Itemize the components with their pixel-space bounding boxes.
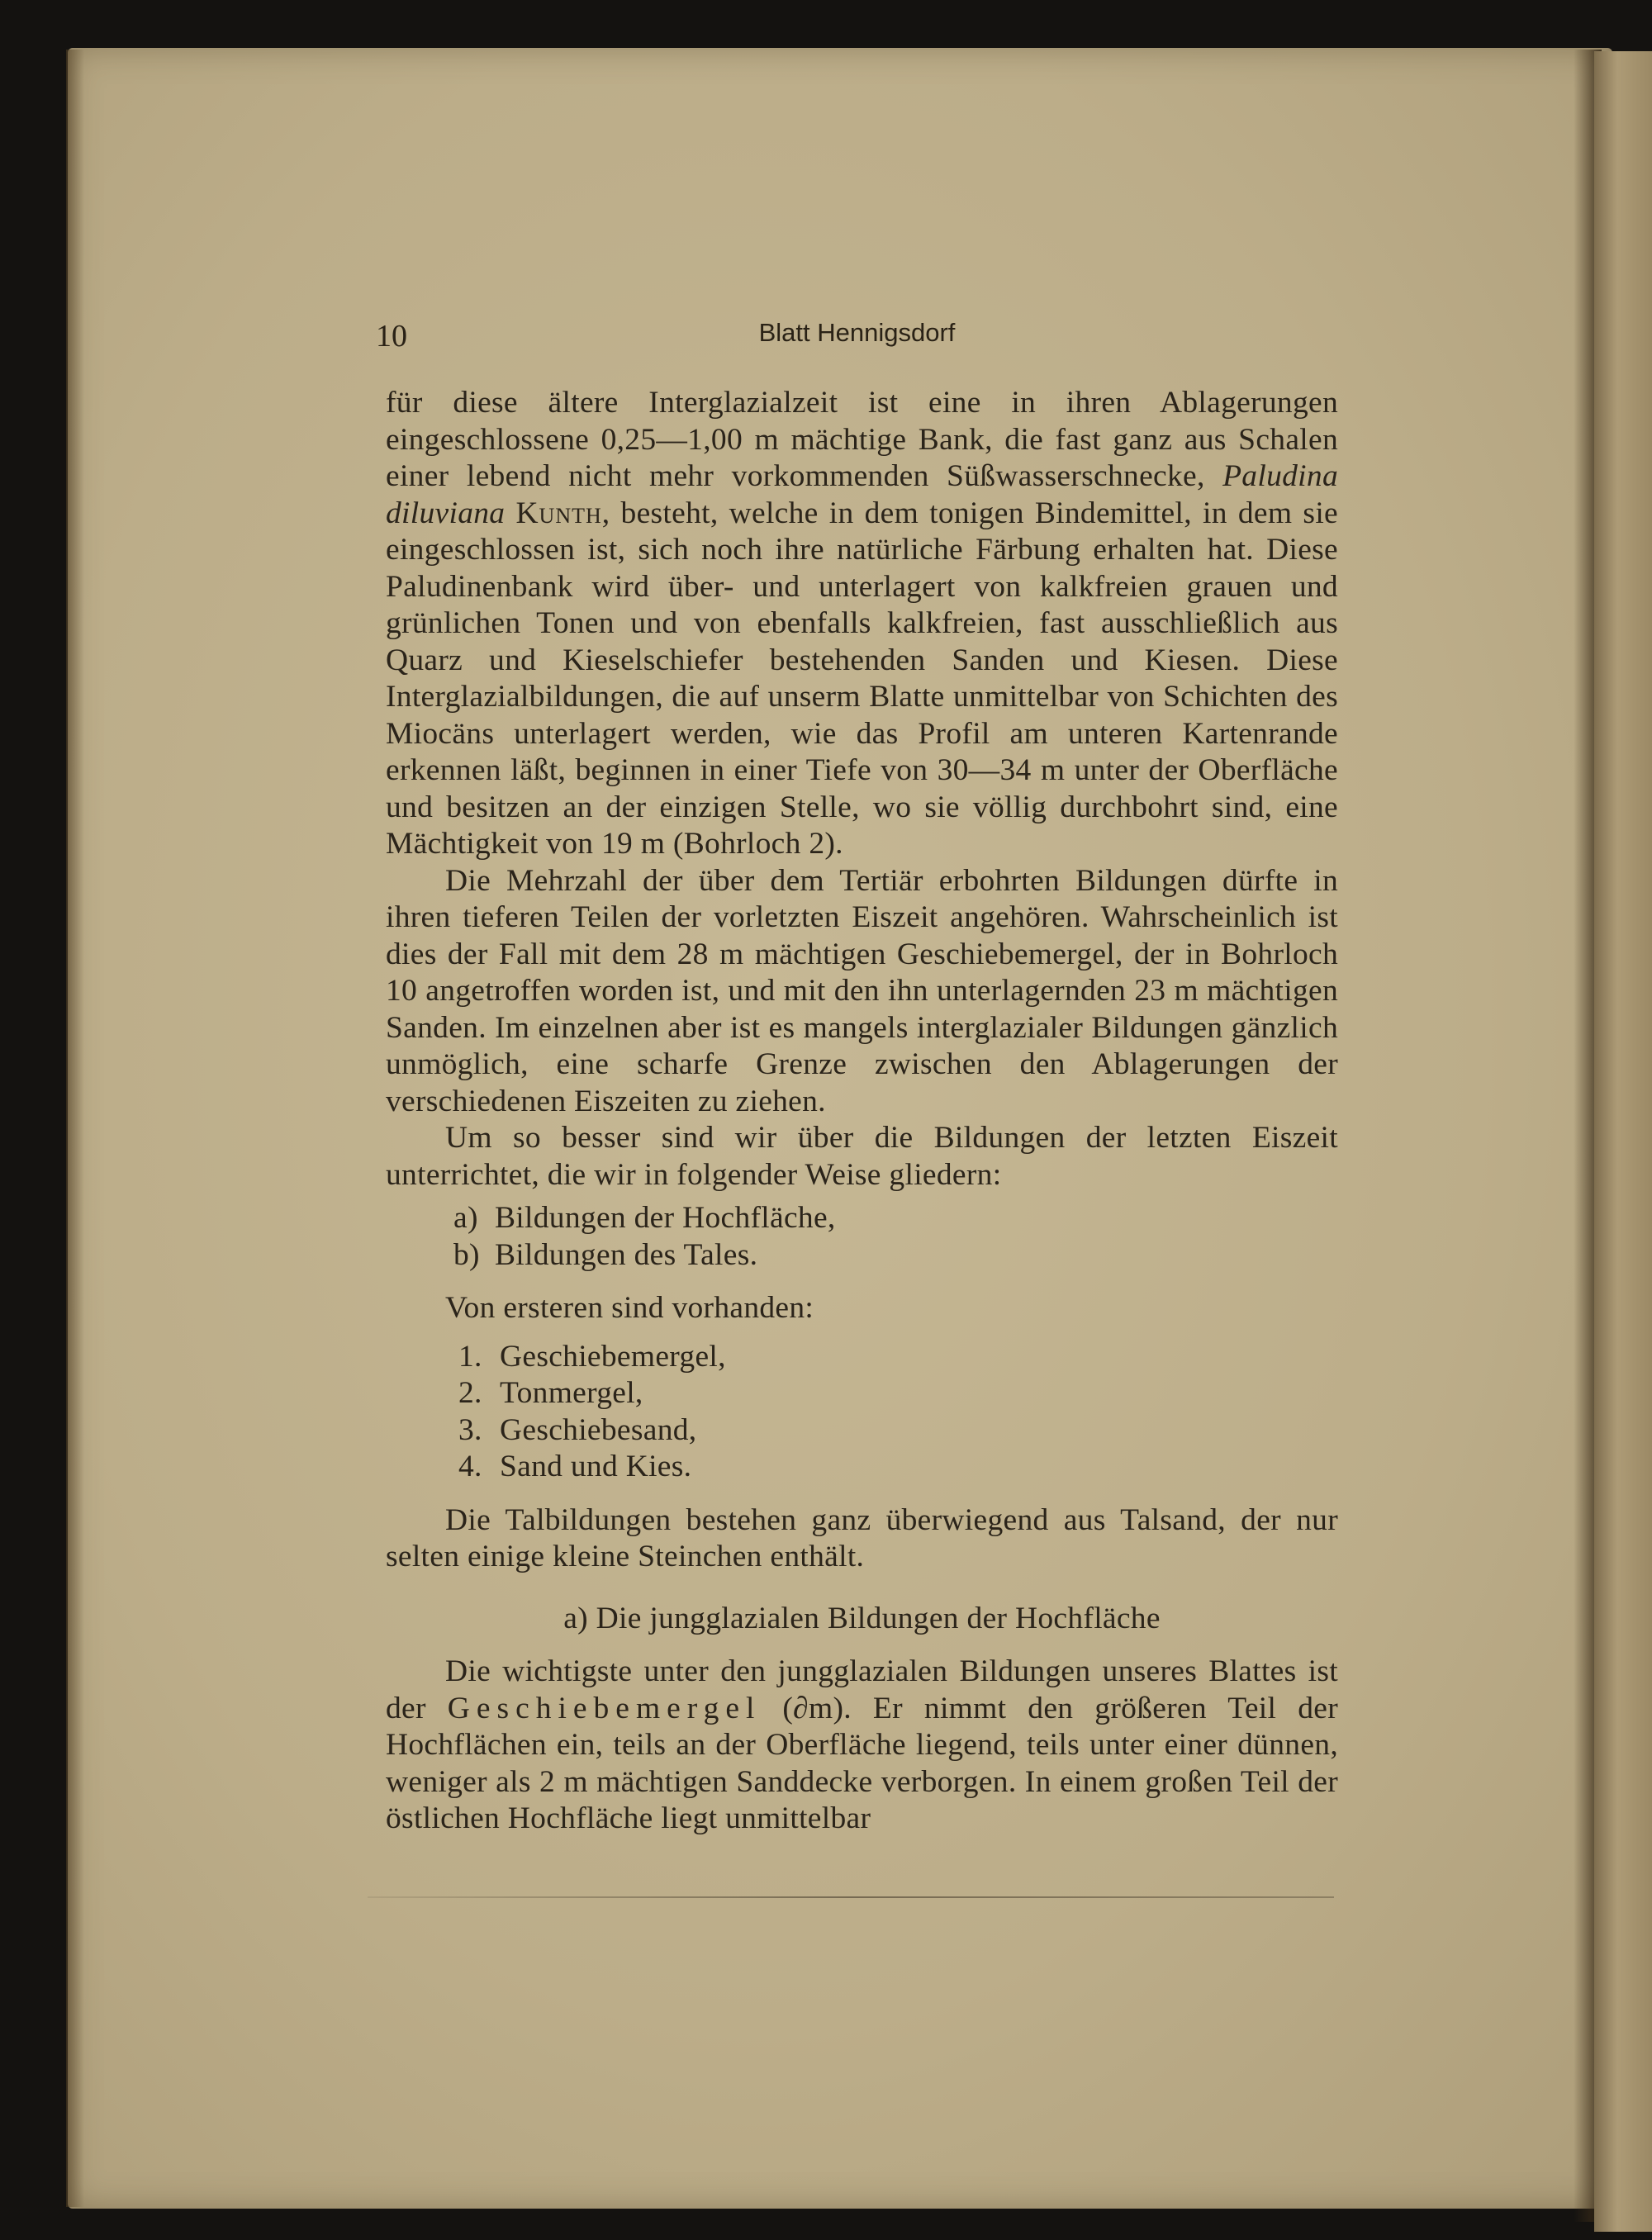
paragraph-6-part-1: Die wichtigste unter den jungglazialen Bildungen unseres Blattes ist der	[386, 1654, 1338, 1725]
highland-formations-list	[386, 1339, 1338, 1486]
paragraph-2: Die Mehrzahl der über dem Tertiär erbohrten Bildungen dürfte in ihren tieferen Teilen der vorletzten Eiszeit angehören. Wahrscheinlich ist dies der Fall mit dem 28 m mächtigen Geschiebemergel, der in Bohrloch 10 angetroffen worden ist, und mit den ihn unterlagernden 23 m mächtigen Sanden. Im einzelnen aber ist es mangels interglazialer Bildungen gänzlich unmöglich, eine scharfe Grenze zwischen den Ablagerungen der verschiedenen Eiszeiten zu ziehen.	[386, 863, 1338, 1118]
paragraph-5: Die Talbildungen bestehen ganz überwiegend aus Talsand, der nur selten einige kleine Steinchen enthält.	[386, 1502, 1338, 1573]
facing-page-edge	[1594, 51, 1652, 2232]
list-item-text: Geschiebesand,	[500, 1412, 697, 1447]
formation-groups-list	[386, 1200, 1338, 1274]
page-number: 10	[376, 319, 407, 354]
list-item	[386, 1200, 1338, 1237]
author-name: Kunth	[515, 496, 602, 530]
map-symbol: (∂m).	[782, 1691, 852, 1725]
list-item-text: Sand und Kies.	[500, 1450, 692, 1483]
list-item	[386, 1412, 1338, 1450]
list-item-label: a)	[453, 1201, 478, 1235]
section-heading: a) Die jungglazialen Bildungen der Hochfläche	[563, 1601, 1161, 1635]
list-item-text: Tonmergel,	[500, 1376, 643, 1410]
list-item-label: b)	[453, 1237, 480, 1272]
list-item-text: Bildungen der Hochfläche,	[495, 1201, 836, 1235]
running-title: Blatt Hennigsdorf	[758, 318, 956, 347]
paragraph-3: Um so besser sind wir über die Bildungen der letzten Eiszeit unterrichtet, die wir in folgender Weise gliedern:	[386, 1121, 1338, 1192]
paragraph-4: Von ersteren sind vorhanden:	[445, 1291, 814, 1325]
page-left-edge	[66, 50, 84, 2207]
list-item	[386, 1449, 1338, 1486]
list-item	[386, 1237, 1338, 1274]
list-item-label: 4.	[458, 1450, 482, 1483]
paragraph-1-part-1: für diese ältere Interglazialzeit ist eine in ihren Ablagerungen eingeschlossene 0,25—1,00 m mächtige Bank, die fast ganz aus Schalen einer lebend nicht mehr vorkommenden Süßwasserschnecke,	[386, 386, 1338, 493]
list-item-label: 1.	[458, 1339, 482, 1374]
species-name: Paludina diluviana	[386, 459, 1338, 530]
list-item-text: Geschiebemergel,	[500, 1339, 726, 1374]
body-text	[386, 385, 1338, 1838]
term-geschiebemergel: Geschiebemergel	[447, 1691, 762, 1725]
paragraph-6-part-2: Er nimmt den größeren Teil der Hochflächen ein, teils an der Oberfläche liegend, teils unter einer dünnen, weniger als 2 m mächtigen Sanddecke verborgen. In einem großen Teil der östlichen Hochfläche liegt unmittelbar	[386, 1691, 1338, 1835]
list-item	[386, 1375, 1338, 1412]
list-item-label: 2.	[458, 1376, 482, 1410]
paragraph-6	[386, 1654, 1338, 1838]
paragraph-1-part-2: , besteht, welche in dem tonigen Bindemittel, in dem sie eingeschlossen ist, sich noch ihre natürliche Färbung erhalten hat. Diese Paludinenbank wird über- und unterlagert von kalkfreien grauen und grünlichen Tonen und von ebenfalls kalkfreien, fast ausschließlich aus Quarz und Kieselschiefer bestehenden Sanden und Kiesen. Diese Interglazialbildungen, die auf unserm Blatte unmittelbar von Schichten des Miocäns unterlagert werden, wie das Profil am unteren Kartenrande erkennen läßt, beginnen in einer Tiefe von 30—34 m unter der Oberfläche und besitzen an der einzigen Stelle, wo sie völlig durchbohrt sind, eine Mächtigkeit von 19 m (Bohrloch 2).	[386, 496, 1338, 861]
bottom-rule	[368, 1896, 1334, 1898]
page-header	[376, 318, 1338, 359]
list-item-text: Bildungen des Tales.	[495, 1237, 758, 1272]
paragraph-1	[386, 385, 1338, 863]
list-item-label: 3.	[458, 1412, 482, 1447]
list-item	[386, 1339, 1338, 1376]
